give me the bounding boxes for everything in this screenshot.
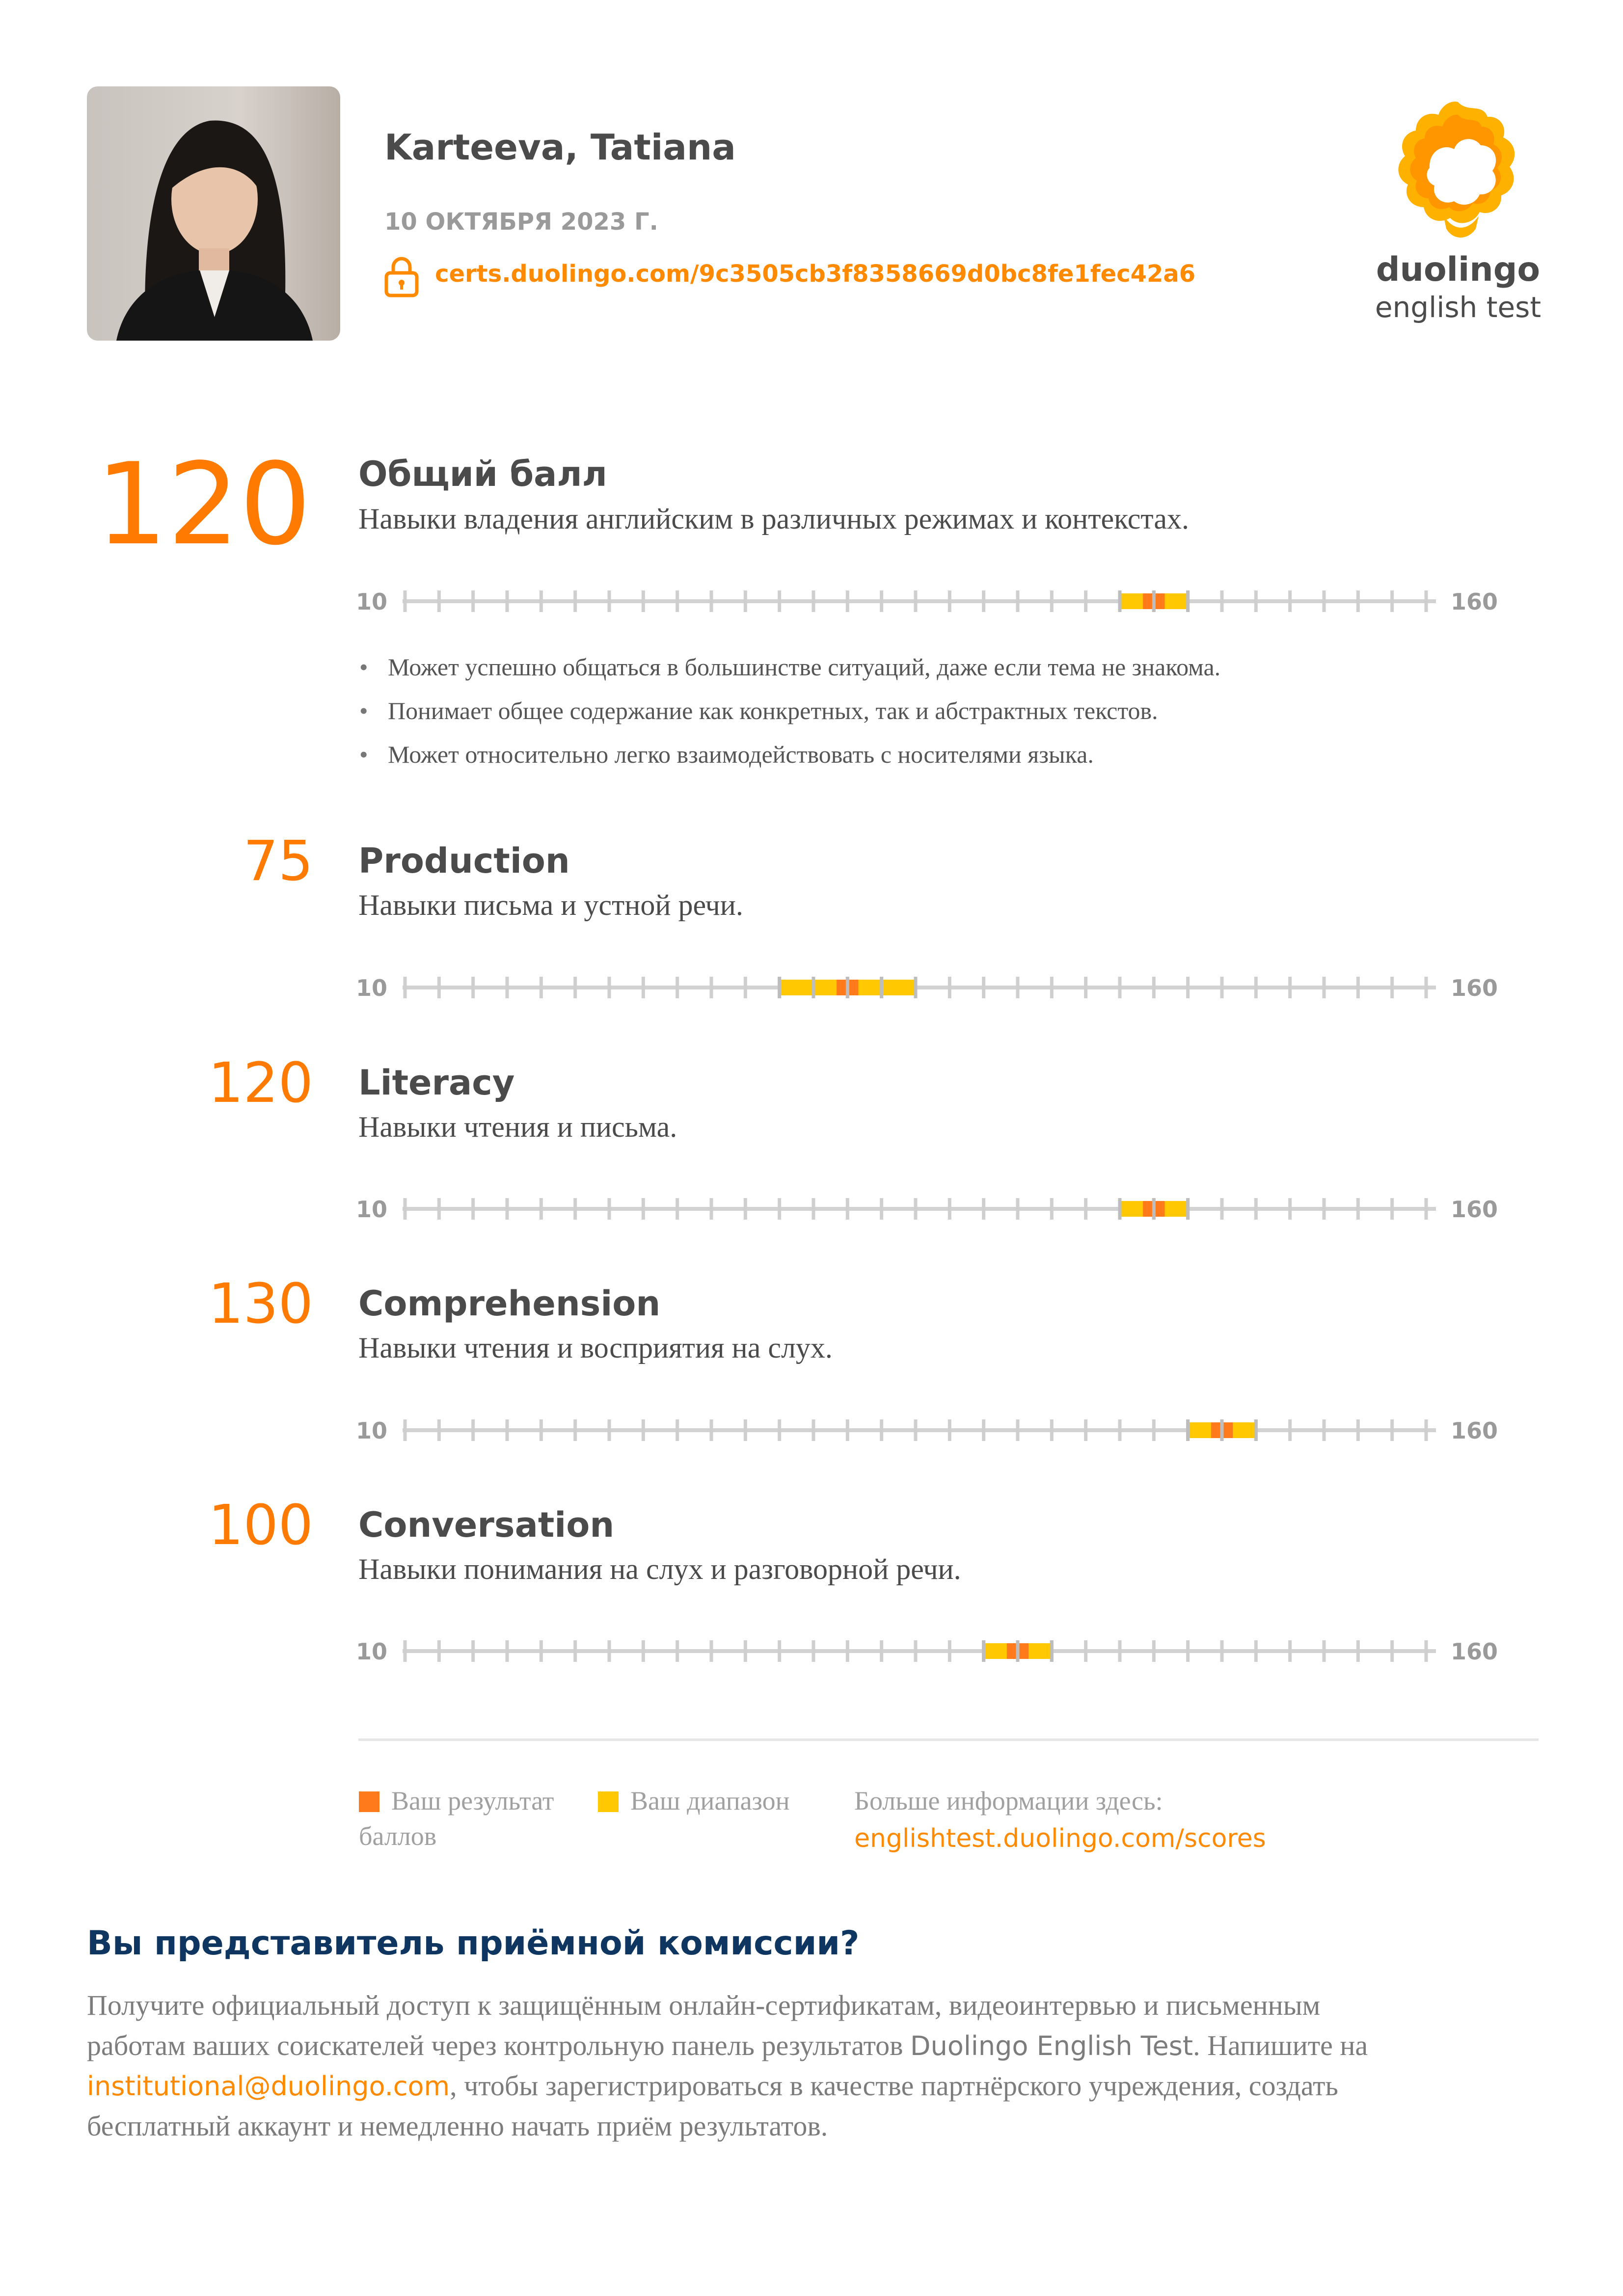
- scale-tick: [948, 1640, 951, 1662]
- scale-tick: [880, 977, 883, 998]
- scale-track: [403, 1207, 1436, 1211]
- scale-tick: [1186, 1419, 1190, 1441]
- scale-tick: [1323, 1640, 1326, 1662]
- scale-tick: [573, 1419, 577, 1441]
- scale-tick: [642, 1419, 645, 1441]
- scale-tick: [1186, 977, 1190, 998]
- scale-tick: [1425, 1419, 1428, 1441]
- scale-tick: [1016, 1419, 1020, 1441]
- test-date: 10 ОКТЯБРЯ 2023 Г.: [384, 208, 658, 236]
- bullet-item: • Может успешно общаться в большинстве ситуаций, даже если тема не знакома.: [359, 653, 1220, 696]
- scale-tick: [1425, 1640, 1428, 1662]
- scale-tick: [1220, 1640, 1224, 1662]
- scale-tick: [506, 1640, 509, 1662]
- scale-tick: [1288, 1198, 1292, 1220]
- scale-tick: [1288, 1640, 1292, 1662]
- scale-tick: [608, 1419, 611, 1441]
- scale-tick: [1356, 590, 1360, 612]
- scale-tick: [982, 1198, 985, 1220]
- scale-tick: [676, 977, 679, 998]
- comprehension-score: 130: [208, 1272, 313, 1336]
- scale-max-label: 160: [1451, 1196, 1498, 1223]
- scale-tick: [880, 590, 883, 612]
- scale-tick: [744, 1640, 747, 1662]
- scale-tick: [573, 590, 577, 612]
- lock-icon: [383, 255, 420, 297]
- scale-tick: [1425, 1198, 1428, 1220]
- production-title: Production: [358, 841, 570, 881]
- scale-tick: [404, 1640, 407, 1662]
- scale-tick: [846, 977, 849, 998]
- scale-tick: [437, 1198, 441, 1220]
- institutional-email-link[interactable]: institutional@duolingo.com: [87, 2071, 450, 2102]
- scale-chart: [356, 1194, 1500, 1224]
- scale-tick: [1050, 1198, 1054, 1220]
- scale-tick: [914, 590, 918, 612]
- admissions-heading: Вы представитель приёмной комиссии?: [87, 1924, 860, 1963]
- scale-tick: [1356, 1640, 1360, 1662]
- scale-tick: [1118, 590, 1122, 612]
- scale-tick: [744, 977, 747, 998]
- scale-tick: [1118, 1419, 1122, 1441]
- scale-tick: [506, 977, 509, 998]
- scale-chart: [356, 1415, 1500, 1445]
- scale-tick: [1254, 1419, 1258, 1441]
- scale-tick: [1152, 590, 1156, 612]
- legend-range-swatch: [598, 1791, 619, 1812]
- scale-tick: [1390, 1419, 1394, 1441]
- scale-tick: [676, 1419, 679, 1441]
- literacy-description: Навыки чтения и письма.: [358, 1111, 677, 1143]
- scale-tick: [982, 1640, 985, 1662]
- admissions-text-part: , чтобы зарегистрироваться в качестве партнёрского учреждения, создать: [450, 2070, 1338, 2102]
- scale-tick: [573, 977, 577, 998]
- scale-tick: [1050, 977, 1054, 998]
- scale-tick: [404, 1198, 407, 1220]
- literacy-score: 120: [208, 1051, 313, 1115]
- scale-tick: [404, 1419, 407, 1441]
- literacy-title: Literacy: [358, 1063, 515, 1103]
- scale-tick: [846, 1419, 849, 1441]
- scale-tick: [982, 1419, 985, 1441]
- scale-tick: [642, 1198, 645, 1220]
- conversation-score: 100: [208, 1494, 313, 1557]
- scale-tick: [471, 1640, 475, 1662]
- scale-tick: [642, 590, 645, 612]
- scale-tick: [1152, 977, 1156, 998]
- scale-tick: [471, 590, 475, 612]
- scale-tick: [948, 590, 951, 612]
- scale-tick: [812, 1198, 815, 1220]
- scale-min-label: 10: [356, 1196, 388, 1223]
- comprehension-description: Навыки чтения и восприятия на слух.: [358, 1332, 833, 1364]
- scale-tick: [1390, 1640, 1394, 1662]
- scale-tick: [948, 1198, 951, 1220]
- scale-tick: [1425, 977, 1428, 998]
- scale-tick: [744, 1419, 747, 1441]
- scale-tick: [608, 977, 611, 998]
- admissions-text-part: . Напишите на: [1193, 2029, 1368, 2061]
- scale-chart: [356, 587, 1500, 616]
- overall-bullets: [359, 653, 1220, 784]
- scale-tick: [642, 1640, 645, 1662]
- scale-tick: [1118, 1640, 1122, 1662]
- scale-min-label: 10: [356, 975, 388, 1001]
- bullet-item: • Понимает общее содержание как конкретных, так и абстрактных текстов.: [359, 696, 1220, 740]
- scale-tick: [846, 1198, 849, 1220]
- scale-tick: [982, 590, 985, 612]
- scale-tick: [1050, 1640, 1054, 1662]
- scale-tick: [982, 977, 985, 998]
- scale-tick: [1323, 977, 1326, 998]
- scale-tick: [710, 977, 713, 998]
- admissions-text-line-4: бесплатный аккаунт и немедленно начать приём результатов.: [87, 2110, 828, 2142]
- scale-tick: [506, 590, 509, 612]
- scale-tick: [1220, 590, 1224, 612]
- scale-tick: [1356, 1198, 1360, 1220]
- overall-description: Навыки владения английским в различных режимах и контекстах.: [358, 503, 1190, 535]
- production-score: 75: [243, 829, 313, 893]
- scale-tick: [506, 1419, 509, 1441]
- scale-tick: [1084, 1419, 1087, 1441]
- scale-tick: [1220, 977, 1224, 998]
- scale-tick: [573, 1198, 577, 1220]
- scale-tick: [540, 977, 543, 998]
- scale-tick: [608, 1198, 611, 1220]
- scale-tick: [880, 1640, 883, 1662]
- scale-tick: [812, 590, 815, 612]
- scale-tick: [1186, 1198, 1190, 1220]
- legend-range-label: Ваш диапазон: [630, 1786, 790, 1815]
- scale-tick: [914, 1198, 918, 1220]
- scale-track: [403, 599, 1436, 603]
- comprehension-scale: [356, 1415, 1500, 1445]
- brand-mention: Duolingo English Test: [910, 2030, 1193, 2061]
- overall-scale: [356, 587, 1500, 616]
- scale-tick: [608, 1640, 611, 1662]
- scale-tick: [1254, 977, 1258, 998]
- scale-tick: [948, 977, 951, 998]
- comprehension-title: Comprehension: [358, 1283, 661, 1324]
- candidate-photo: [87, 86, 340, 341]
- scale-tick: [948, 1419, 951, 1441]
- bullet-item: • Может относительно легко взаимодействовать с носителями языка.: [359, 740, 1220, 784]
- scale-tick: [506, 1198, 509, 1220]
- scores-info-link[interactable]: englishtest.duolingo.com/scores: [854, 1824, 1266, 1853]
- scale-tick: [1356, 1419, 1360, 1441]
- scale-tick: [1390, 977, 1394, 998]
- scale-tick: [1220, 1419, 1224, 1441]
- scale-tick: [1118, 977, 1122, 998]
- scale-tick: [914, 977, 918, 998]
- scale-tick: [540, 1198, 543, 1220]
- scale-tick: [1084, 1640, 1087, 1662]
- scale-tick: [880, 1198, 883, 1220]
- scale-tick: [778, 590, 781, 612]
- scale-tick: [710, 590, 713, 612]
- scale-tick: [540, 1419, 543, 1441]
- scale-tick: [744, 590, 747, 612]
- divider: [358, 1738, 1539, 1741]
- legend-result-label: Ваш результат: [391, 1786, 554, 1815]
- admissions-text-line-3: [87, 2069, 1338, 2102]
- certificate-link[interactable]: certs.duolingo.com/9c3505cb3f8358669d0bc8fe1fec42a6: [435, 260, 1196, 288]
- scale-tick: [1152, 1198, 1156, 1220]
- scale-tick: [710, 1419, 713, 1441]
- scale-chart: [356, 973, 1500, 1002]
- scale-max-label: 160: [1451, 1417, 1498, 1444]
- scale-tick: [1016, 1640, 1020, 1662]
- scale-max-label: 160: [1451, 588, 1498, 615]
- admissions-text-line-1: Получите официальный доступ к защищённым онлайн-сертификатам, видеоинтервью и письменным: [87, 1989, 1321, 2021]
- legend-result-label-cont: баллов: [359, 1821, 437, 1851]
- scale-tick: [880, 1419, 883, 1441]
- candidate-name: Karteeva, Tatiana: [384, 127, 736, 168]
- scale-tick: [676, 1198, 679, 1220]
- scale-tick: [846, 590, 849, 612]
- scale-tick: [1390, 590, 1394, 612]
- literacy-scale: [356, 1194, 1500, 1224]
- scale-tick: [1425, 590, 1428, 612]
- scale-tick: [778, 1640, 781, 1662]
- scale-tick: [676, 590, 679, 612]
- scale-tick: [471, 977, 475, 998]
- conversation-description: Навыки понимания на слух и разговорной речи.: [358, 1553, 961, 1585]
- scale-tick: [1084, 977, 1087, 998]
- scale-tick: [1254, 1640, 1258, 1662]
- scale-tick: [1016, 977, 1020, 998]
- scale-tick: [1050, 1419, 1054, 1441]
- scale-tick: [1288, 977, 1292, 998]
- overall-score: 120: [96, 439, 311, 570]
- brand-subtitle: english test: [1375, 291, 1542, 324]
- conversation-title: Conversation: [358, 1505, 615, 1545]
- scale-min-label: 10: [356, 1638, 388, 1665]
- scale-tick: [1152, 1640, 1156, 1662]
- scale-tick: [437, 1640, 441, 1662]
- scale-tick: [1323, 590, 1326, 612]
- admissions-text-line-2: [87, 2029, 1368, 2062]
- scale-tick: [1186, 590, 1190, 612]
- scale-tick: [1254, 1198, 1258, 1220]
- scale-track: [403, 1649, 1436, 1653]
- scale-tick: [778, 1198, 781, 1220]
- scale-tick: [812, 1419, 815, 1441]
- scale-tick: [1288, 1419, 1292, 1441]
- scale-tick: [540, 590, 543, 612]
- scale-tick: [846, 1640, 849, 1662]
- scale-tick: [1288, 590, 1292, 612]
- scale-tick: [914, 1419, 918, 1441]
- scale-max-label: 160: [1451, 975, 1498, 1001]
- scale-track: [403, 1428, 1436, 1432]
- scale-tick: [1016, 590, 1020, 612]
- scale-tick: [1323, 1198, 1326, 1220]
- scale-tick: [914, 1640, 918, 1662]
- legend-result-swatch: [359, 1791, 379, 1812]
- scale-tick: [1390, 1198, 1394, 1220]
- scale-tick: [404, 977, 407, 998]
- scale-tick: [471, 1419, 475, 1441]
- admissions-text-part: работам ваших соискателей через контрольную панель результатов: [87, 2029, 903, 2061]
- conversation-scale: [356, 1636, 1500, 1666]
- scale-track: [403, 986, 1436, 989]
- scale-chart: [356, 1636, 1500, 1666]
- production-scale: [356, 973, 1500, 1002]
- scale-max-label: 160: [1451, 1638, 1498, 1665]
- scale-tick: [710, 1640, 713, 1662]
- scale-tick: [1152, 1419, 1156, 1441]
- scale-tick: [1254, 590, 1258, 612]
- more-info-label: Больше информации здесь:: [854, 1786, 1163, 1815]
- scale-tick: [608, 590, 611, 612]
- scale-tick: [437, 1419, 441, 1441]
- production-description: Навыки письма и устной речи.: [358, 889, 743, 921]
- duolingo-logo: [1389, 98, 1527, 245]
- scale-tick: [1356, 977, 1360, 998]
- scale-tick: [812, 977, 815, 998]
- scale-tick: [778, 977, 781, 998]
- scale-tick: [1220, 1198, 1224, 1220]
- scale-tick: [573, 1640, 577, 1662]
- brand-name: duolingo: [1376, 250, 1541, 289]
- scale-tick: [1118, 1198, 1122, 1220]
- scale-tick: [1323, 1419, 1326, 1441]
- scale-tick: [471, 1198, 475, 1220]
- scale-tick: [744, 1198, 747, 1220]
- scale-tick: [404, 590, 407, 612]
- scale-tick: [710, 1198, 713, 1220]
- scale-tick: [676, 1640, 679, 1662]
- scale-min-label: 10: [356, 1417, 388, 1444]
- scale-tick: [1186, 1640, 1190, 1662]
- scale-tick: [1084, 1198, 1087, 1220]
- scale-min-label: 10: [356, 588, 388, 615]
- scale-tick: [812, 1640, 815, 1662]
- scale-tick: [540, 1640, 543, 1662]
- scale-tick: [642, 977, 645, 998]
- scale-tick: [1084, 590, 1087, 612]
- scale-tick: [778, 1419, 781, 1441]
- overall-title: Общий балл: [358, 454, 607, 494]
- scale-tick: [437, 590, 441, 612]
- scale-tick: [1016, 1198, 1020, 1220]
- scale-tick: [1050, 590, 1054, 612]
- scale-tick: [437, 977, 441, 998]
